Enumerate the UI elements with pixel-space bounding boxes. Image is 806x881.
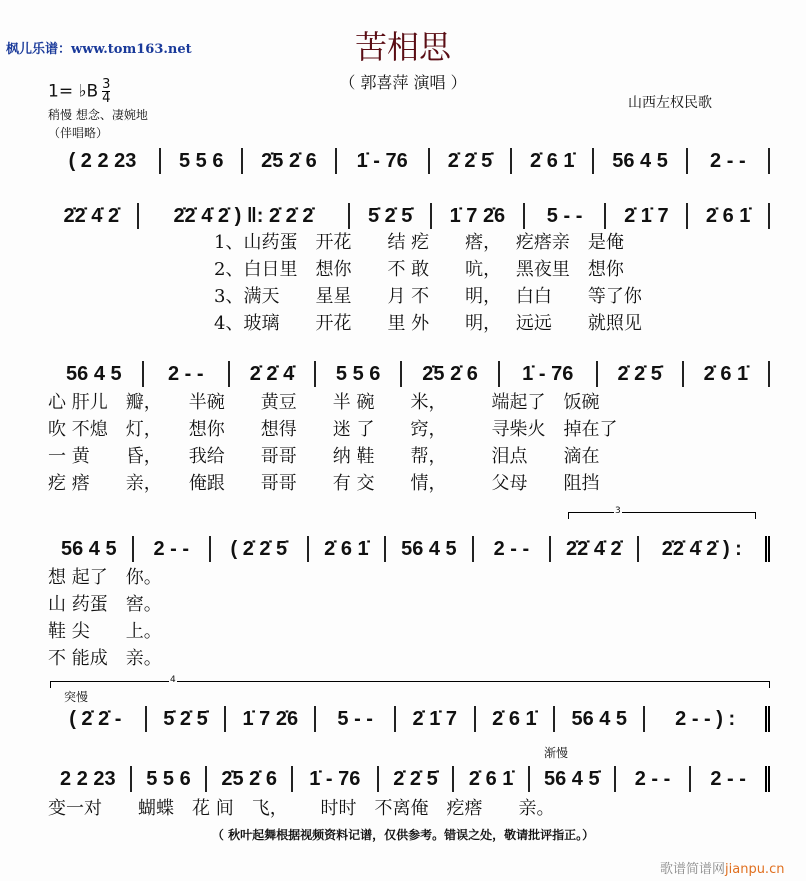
measure: 2̇ 6 1̇ [476,706,556,732]
measure: 56 4 5̇ [530,766,616,792]
bracket-number: 4 [170,675,176,685]
measure: 2̇2̇ 4̇ 2̇ ) : [639,536,770,562]
measure: 2̇5 2̇ 6 [243,148,336,174]
key-signature [48,78,110,105]
measure: 5̇ 2̇ 5̇ [350,203,432,229]
measure: 2 - - ) : [645,706,770,732]
fourth-ending-bracket [50,675,770,688]
measure: 1̇ 7 2̇6 [432,203,525,229]
watermark-cn: 歌谱简谱网 [660,862,726,877]
staff-row-1 [46,148,770,174]
measure: 1̇ - 76 [337,148,430,174]
lyric-line: 心 肝儿 瓣， 半碗 黄豆 半 碗 米， 端起了 饭碗 [48,392,600,413]
measure: 5 - - [525,203,607,229]
song-origin: 山西左权民歌 [628,95,712,111]
measure: 2̇ 6 1̇ [688,203,770,229]
measure: 56 4 5 [386,536,474,562]
sudden-slow-marking: 突慢 [64,690,89,704]
measure: ( 2 2 23 [46,148,161,174]
lyric-line: 吹 不熄 灯， 想你 想得 迷 了 窍， 寻柴火 掉在了 [48,419,618,440]
measure: 2̇5 2̇ 6 [207,766,293,792]
lyrics-final: 变一对 蝴蝶 花 间 飞， 时时 不离俺 疙瘩 亲。 [48,798,555,819]
lyric-line: 1、山药蛋 开花 结 疙 瘩， 疙瘩亲 是俺 [214,232,624,253]
measure: 2 - - [134,536,211,562]
lyrics-verses-c [48,564,162,672]
time-bottom: 4 [102,91,111,106]
lyric-line: 4、玻璃 开花 里 外 明， 远远 就照见 [214,313,642,334]
measure: 2 2 23 [46,766,132,792]
lyric-line: 疙 瘩 亲， 俺跟 哥哥 有 交 情， 父母 阻挡 [48,473,600,494]
accompaniment-note: （伴唱略） [48,126,109,140]
time-signature [102,78,110,105]
lyric-line: 鞋 尖 上。 [48,621,162,642]
triplet-number: 3 [615,506,621,516]
measure: 2 - - [616,766,692,792]
lyrics-verses-b [48,389,617,497]
watermark-en: jianpu.cn [725,862,785,877]
measure: 56 4 5 [46,361,144,387]
measure: 2̇ 6 1̇ [454,766,530,792]
measure: 2 - - [474,536,551,562]
lyrics-verses-a [214,229,642,337]
lyric-line: 想 起了 你。 [48,567,162,588]
lyric-line: 山 药蛋 窖。 [48,594,162,615]
measure: 2 - - [688,148,770,174]
time-top: 3 [102,77,111,92]
measure: 2̇ 2̇ 5̇ [379,766,455,792]
lyric-line: 一 黄 昏， 我给 哥哥 纳 鞋 帮， 泪点 滴在 [48,446,600,467]
measure: 2̇ 1̇ 7 [396,706,476,732]
staff-row-3 [46,361,770,387]
staff-row-5 [46,706,770,732]
measure: 5 5 6 [132,766,208,792]
tempo-marking: 稍慢 想念、凄婉地 [48,108,148,122]
measure: 2 - - [144,361,230,387]
measure: 5 - - [316,706,396,732]
measure: ( 2̇ 2̇ 5̇ [211,536,309,562]
staff-row-2 [46,203,770,229]
song-title: 苦相思 [354,28,451,66]
measure: 56 4 5 [555,706,645,732]
measure: 1̇ - 76 [293,766,379,792]
lyric-line: 不 能成 亲。 [48,648,162,669]
measure: 5 5 6 [316,361,402,387]
measure: 2 - - [691,766,770,792]
measure: 2̇2̇ 4̇ 2̇ ) ‖: 2̇ 2̇ 2̇ [139,203,351,229]
measure: 1̇ 7 2̇6 [226,706,316,732]
measure: 2̇ 2̇ 5̇ [430,148,512,174]
key-label: 1= ♭B [48,81,99,102]
measure: 56 4 5 [46,536,134,562]
measure: 2̇ 6 1̇ [309,536,386,562]
measure: 2̇ 1̇ 7 [606,203,688,229]
measure: 2̇ 6 1̇ [684,361,770,387]
measure: 56 4 5 [594,148,687,174]
site-watermark-bottom [660,858,784,877]
measure: 2̇ 2̇ 4̇ [230,361,316,387]
measure: 2̇5 2̇ 6 [402,361,500,387]
measure: 2̇2̇ 4̇ 2̇ [551,536,639,562]
source-watermark: 枫儿乐谱：www.tom163.net [6,42,192,57]
measure: ( 2̇ 2̇ - [46,706,147,732]
staff-row-6 [46,766,770,792]
measure: 2̇ 6 1̇ [512,148,594,174]
staff-row-4 [46,536,770,562]
transcription-footnote: （ 秋叶起舞根据视频资料记谱，仅供参考。错误之处，敬请批评指正。） [211,828,595,842]
measure: 2̇2̇ 4̇ 2̇ [46,203,139,229]
measure: 5̇ 2̇ 5̇ [147,706,227,732]
lyric-line: 3、满天 星星 月 不 明， 白白 等了你 [214,286,642,307]
gradual-slow-marking: 渐慢 [544,746,569,760]
measure: 5 5 6 [161,148,243,174]
lyric-line: 2、白日里 想你 不 敢 吭， 黑夜里 想你 [214,259,624,280]
measure: 1̇ - 76 [500,361,598,387]
measure: 2̇ 2̇ 5̇ [598,361,684,387]
singer-credit: （ 郭喜萍 演唱 ） [339,73,467,92]
triplet-bracket [568,506,756,519]
